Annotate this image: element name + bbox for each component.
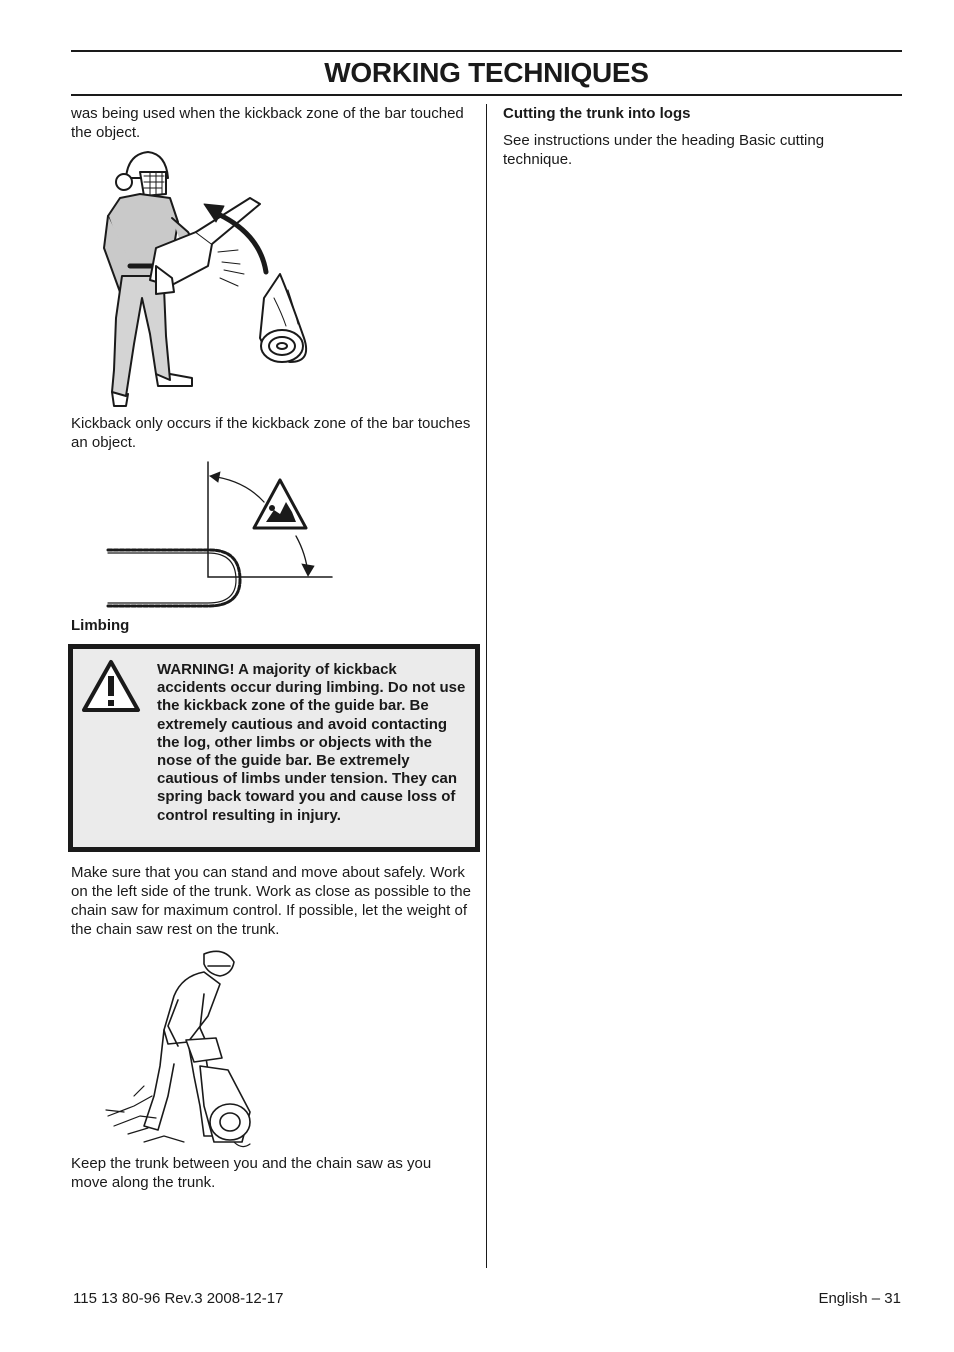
header-bottom-rule (71, 94, 902, 96)
header-top-rule (71, 50, 902, 52)
paragraph-see-instructions: See instructions under the heading Basic cutting technique. (503, 132, 825, 168)
paragraph-kickback-continued: was being used when the kickback zone of the bar touched the object. (71, 105, 464, 141)
kickback-warning-icon (254, 480, 306, 528)
heading-limbing: Limbing (71, 617, 130, 634)
warning-box (68, 644, 480, 852)
limbing-illustration (104, 946, 256, 1152)
footer-page-number: English – 31 (818, 1290, 901, 1307)
warning-text: WARNING! A majority of kickback accidents occur during limbing. Do not use the kickback zone of the guide bar. Be extremely cautious and avoid contacting the log, other limbs or objects with the nose of the guide bar. Be extremely cautious of limbs under tension. They can spring back toward you and cause loss of control resulting in injury. (157, 661, 466, 824)
footer-doc-id: 115 13 80-96 Rev.3 2008-12-17 (73, 1290, 284, 1307)
column-divider (486, 104, 487, 1268)
page-title: WORKING TECHNIQUES (324, 57, 649, 88)
paragraph-keep-trunk-between: Keep the trunk between you and the chain saw as you move along the trunk. (71, 1155, 432, 1191)
kickback-zone-diagram (104, 460, 336, 610)
paragraph-stand-safely: Make sure that you can stand and move about safely. Work on the left side of the trunk. Work as close as possible to the chain saw for maximum control. If possible, let the weight of the chain saw rest on the trunk. (71, 864, 471, 938)
warning-triangle-icon (81, 659, 141, 713)
heading-cutting-trunk: Cutting the trunk into logs (503, 105, 691, 122)
kickback-illustration (100, 148, 315, 410)
paragraph-kickback-zone: Kickback only occurs if the kickback zone of the bar touches an object. (71, 415, 471, 451)
